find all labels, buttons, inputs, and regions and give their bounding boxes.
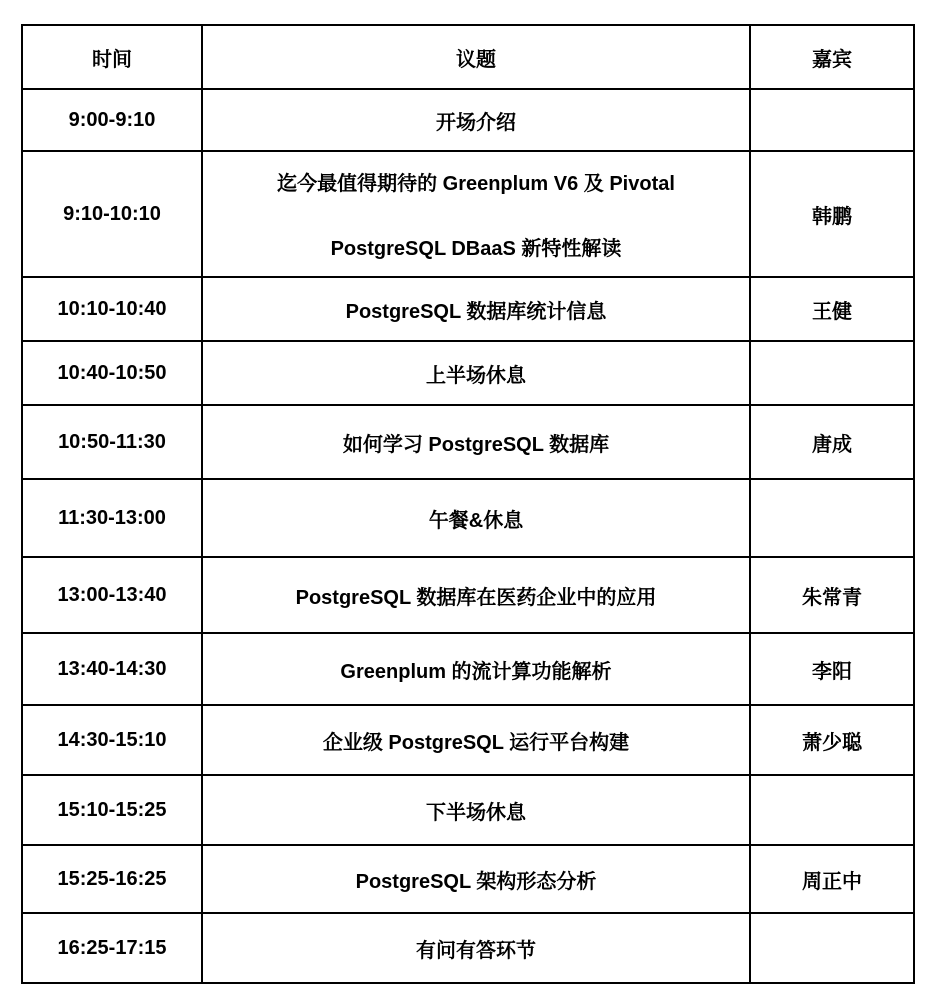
topic-line: 开场介绍 [436, 111, 516, 134]
speaker-cell [750, 479, 914, 557]
time-cell: 16:25-17:15 [22, 913, 202, 983]
table-row [22, 775, 914, 845]
agenda-body [22, 89, 914, 983]
speaker-cell: 韩鹏 [750, 151, 914, 277]
time-cell: 14:30-15:10 [22, 705, 202, 775]
topic-line: 企业级 PostgreSQL 运行平台构建 [322, 731, 630, 754]
topic-cell [202, 341, 750, 405]
topic-line: 有问有答环节 [416, 939, 536, 962]
table-row [22, 479, 914, 557]
header-topic: 议题 [202, 25, 750, 89]
topic-line: 如何学习 PostgreSQL 数据库 [342, 433, 610, 456]
time-cell: 10:40-10:50 [22, 341, 202, 405]
topic-cell [202, 557, 750, 633]
time-cell: 13:40-14:30 [22, 633, 202, 705]
time-cell: 15:25-16:25 [22, 845, 202, 913]
topic-line: 迄今最值得期待的 Greenplum V6 及 Pivotal [277, 173, 675, 195]
topic-line: 上半场休息 [426, 364, 526, 387]
topic-cell [202, 479, 750, 557]
time-cell: 10:50-11:30 [22, 405, 202, 479]
topic-line: PostgreSQL 架构形态分析 [355, 870, 597, 893]
speaker-cell: 李阳 [750, 633, 914, 705]
agenda-table [21, 24, 915, 984]
speaker-cell: 周正中 [750, 845, 914, 913]
topic-cell [202, 775, 750, 845]
topic-cell [202, 633, 750, 705]
topic-line: PostgreSQL 数据库在医药企业中的应用 [295, 586, 657, 609]
speaker-cell: 王健 [750, 277, 914, 341]
time-cell: 15:10-15:25 [22, 775, 202, 845]
table-row [22, 633, 914, 705]
topic-cell [202, 405, 750, 479]
table-row [22, 341, 914, 405]
speaker-cell: 唐成 [750, 405, 914, 479]
speaker-cell [750, 913, 914, 983]
table-row [22, 151, 914, 277]
topic-line: 午餐&休息 [428, 509, 524, 532]
header-speaker: 嘉宾 [750, 25, 914, 89]
topic-cell [202, 277, 750, 341]
time-cell: 9:10-10:10 [22, 151, 202, 277]
topic-line: 下半场休息 [426, 801, 526, 824]
time-cell: 10:10-10:40 [22, 277, 202, 341]
topic-line: PostgreSQL DBaaS 新特性解读 [330, 238, 622, 260]
topic-cell [202, 89, 750, 151]
table-row [22, 89, 914, 151]
header-time: 时间 [22, 25, 202, 89]
time-cell: 11:30-13:00 [22, 479, 202, 557]
table-row [22, 277, 914, 341]
topic-cell [202, 913, 750, 983]
time-cell: 13:00-13:40 [22, 557, 202, 633]
speaker-cell [750, 775, 914, 845]
topic-cell [202, 151, 750, 277]
topic-line: Greenplum 的流计算功能解析 [340, 660, 612, 683]
speaker-cell [750, 341, 914, 405]
topic-cell [202, 705, 750, 775]
table-row [22, 557, 914, 633]
table-row [22, 845, 914, 913]
speaker-cell [750, 89, 914, 151]
speaker-cell: 朱常青 [750, 557, 914, 633]
speaker-cell: 萧少聪 [750, 705, 914, 775]
table-header-row [22, 25, 914, 89]
table-row [22, 913, 914, 983]
time-cell: 9:00-9:10 [22, 89, 202, 151]
table-row [22, 405, 914, 479]
table-row [22, 705, 914, 775]
topic-cell [202, 845, 750, 913]
topic-line: PostgreSQL 数据库统计信息 [345, 300, 607, 323]
